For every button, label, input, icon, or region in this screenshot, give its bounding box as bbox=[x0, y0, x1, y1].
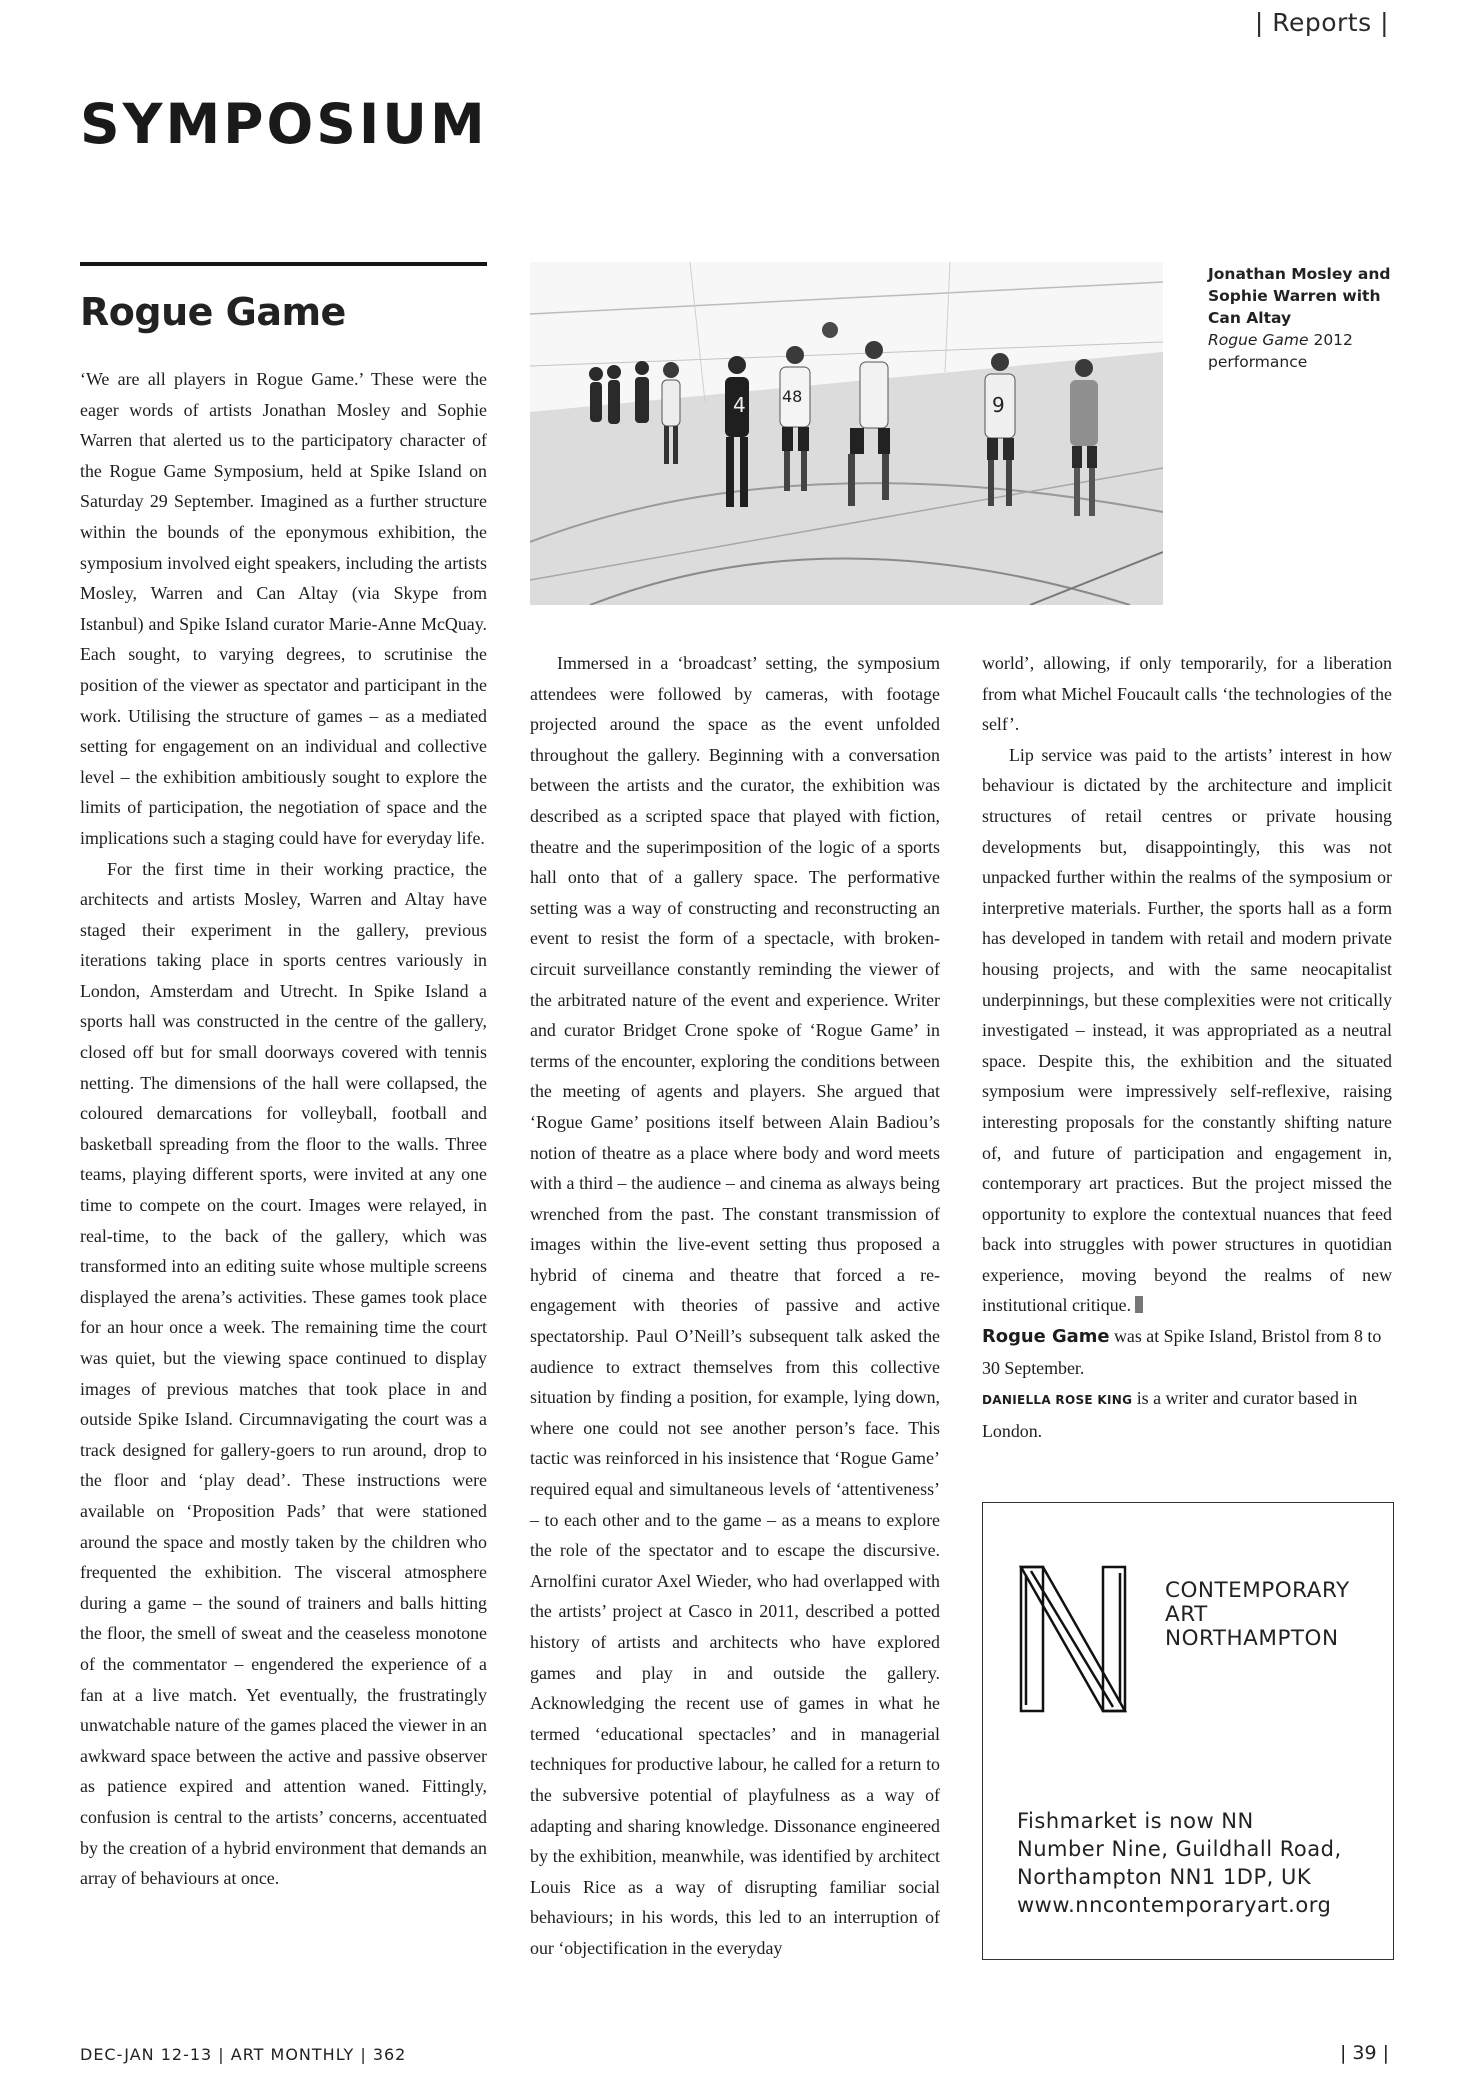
ad-website: www.nncontemporaryart.org bbox=[1017, 1893, 1332, 1917]
paragraph: ‘We are all players in Rogue Game.’ These were the eager words of artists Jonathan Mosley and Sophie Warren that alerted us to the participatory character of the Rogue Game Symposium, held at Spike Island on Saturday 29 September. Imagined as a further structure within the bounds of the eponymous exhibition, the symposium involved eight speakers, including the artists Mosley, Warren and Can Altay (via Skype from Istanbul) and Spike Island curator Marie-Anne McQuay. Each sought, to varying degrees, to scrutinise the position of the viewer as spectator and participant in the work. Utilising the structure of games – as a mediated setting for engagement on an individual and collective level – the exhibition ambitiously sought to explore the limits of participation, the negotiation of space and the implications such a staging could have for everyday life. bbox=[80, 369, 487, 848]
n-logo bbox=[1017, 1565, 1129, 1713]
photo-illustration bbox=[530, 262, 1163, 605]
page-number: | 39 | bbox=[1339, 2042, 1389, 2064]
author-bio bbox=[982, 1383, 1392, 1446]
svg-text:4: 4 bbox=[733, 393, 746, 417]
advertisement bbox=[982, 1502, 1394, 1960]
paragraph: Immersed in a ‘broadcast’ setting, the symposium attendees were followed by cameras, with footage projected around the space as the event unfolded throughout the gallery. Beginning with a conversation between the artists and the curator, the exhibition was described as a scripted space that played with fiction, theatre and the superimposition of the logic of a sports hall onto that of a gallery space. The performative setting was a way of constructing and reconstructing an event to resist the form of a spectacle, with broken-circuit surveillance constantly reminding the viewer of the arbitrated nature of the event and experience. Writer and curator Bridget Crone spoke of ‘Rogue Game’ in terms of the encounter, exploring the conditions between the meeting of agents and players. She argued that ‘Rogue Game’ positions itself between Alain Badiou’s notion of theatre as a place where body and word meets with a third – the audience – and cinema as always being wrenched from the past. The constant transmission of images within the live-event setting thus proposed a hybrid of cinema and theatre that forced a re-engagement with theories of passive and active spectatorship. Paul O’Neill’s subsequent talk asked the audience to extract themselves from this collective situation by finding a position, for example, lying down, where one could not see another person’s face. This tactic was reinforced in his insistence that ‘Rogue Game’ required equal and simultaneous levels of ‘attentiveness’ – to each other and to the game – as a means to explore the role of the spectator and to escape the discursive. Arnolfini curator Axel Wieder, who had overlapped with the artists’ project at Casco in 2011, described a potted history of artists and architects who have explored games and play in and outside the gallery. Acknowledging the recent use of games in what he termed ‘educational spectacles’ and in managerial techniques for productive labour, he called for a return to the subversive potential of playfulness as a way of adapting and sharing knowledge. Dissonance engineered by the exhibition, meanwhile, was identified by architect Louis Rice as a way of disrupting familiar social behaviours; in his words, this led to an interruption of our ‘objectification in the everyday bbox=[530, 653, 940, 1958]
author-name: DANIELLA ROSE KING bbox=[982, 1393, 1133, 1408]
divider-rule bbox=[80, 262, 487, 266]
photo-caption bbox=[1208, 263, 1398, 373]
caption-details: 2012 performance bbox=[1208, 331, 1353, 371]
caption-names: Jonathan Mosley and Sophie Warren with Can Altay bbox=[1208, 265, 1391, 327]
svg-text:48: 48 bbox=[782, 387, 803, 406]
svg-text:9: 9 bbox=[992, 393, 1005, 417]
footer-issue: DEC-JAN 12-13 | ART MONTHLY | 362 bbox=[80, 2045, 407, 2064]
author-bio-text: is a writer and curator based in London. bbox=[982, 1388, 1358, 1441]
venue-details: was at Spike Island, Bristol from 8 to 30 September. bbox=[982, 1326, 1382, 1378]
ad-address: Fishmarket is now NN Number Nine, Guildhall Road, Northampton NN1 1DP, UK www.nncontemporaryart.org bbox=[1017, 1809, 1342, 1917]
venue-note bbox=[982, 1321, 1392, 1383]
venue-title: Rogue Game bbox=[982, 1326, 1110, 1348]
article-column-3 bbox=[982, 648, 1392, 1446]
paragraph: For the first time in their working practice, the architects and artists Mosley, Warren and Altay have staged their experiment in the gallery, previous iterations taking place in sports centres variously in London, Amsterdam and Utrecht. In Spike Island a sports hall was constructed in the centre of the gallery, closed off but for small doorways covered with tennis netting. The dimensions of the hall were collapsed, the coloured demarcations for volleyball, football and basketball spreading from the floor to the walls. Three teams, playing different sports, were invited at any one time to compete on the court. Images were relayed, in real-time, to the back of the gallery, which was transformed into an editing suite whose multiple screens displayed the arena’s activities. These games took place for an hour once a week. The remaining time the court was quiet, but the viewing space continued to display images of previous matches that took place in and outside Spike Island. Circumnavigating the court was a track designed for gallery-goers to run around, drop to the floor and ‘play dead’. These instructions were available on ‘Proposition Pads’ that were stationed around the space and mostly taken by the children who frequented the exhibition. The visceral atmosphere during a game – the sound of trainers and balls hitting the floor, the smell of sweat and the ceaseless monotone of the commentator – engendered the experience of a fan at a live match. Yet eventually, the frustratingly unwatchable nature of the games placed the viewer in an awkward space between the active and passive observer as patience expired and attention waned. Fittingly, confusion is central to the artists’ concerns, accentuated by the creation of a hybrid environment that demands an array of behaviours at once. bbox=[80, 858, 487, 1889]
article-title: Rogue Game bbox=[80, 290, 346, 334]
article-column-1 bbox=[80, 364, 487, 1894]
performance-photo bbox=[530, 262, 1163, 605]
section-tag: | Reports | bbox=[1254, 8, 1389, 37]
end-mark bbox=[1135, 1296, 1143, 1313]
article-column-2 bbox=[530, 648, 940, 1964]
ad-organisation: CONTEMPORARY ART NORTHAMPTON bbox=[1165, 1578, 1350, 1651]
caption-work-title: Rogue Game bbox=[1208, 331, 1309, 349]
paragraph: Lip service was paid to the artists’ interest in how behaviour is dictated by the architecture and implicit structures of retail centres or private housing developments but, disappointingly, this was not unpacked further within the realms of the symposium or interpretive materials. Further, the sports hall as a form has developed in tandem with retail and modern private housing projects, and with the same neocapitalist underpinnings, but these complexities were not critically investigated – instead, it was appropriated as a neutral space. Despite this, the exhibition and the situated symposium were impressively self-reflexive, raising interesting proposals for the constantly shifting nature of, and future of participation and engagement in, contemporary art practices. But the project missed the opportunity to explore the contextual nuances that feed back into struggles with power structures in quotidian experience, moving beyond the realms of new institutional critique. bbox=[982, 744, 1392, 1316]
paragraph: world’, allowing, if only temporarily, for a liberation from what Michel Foucault calls ‘the technologies of the self’. bbox=[982, 653, 1392, 735]
section-title: SYMPOSIUM bbox=[80, 92, 488, 156]
